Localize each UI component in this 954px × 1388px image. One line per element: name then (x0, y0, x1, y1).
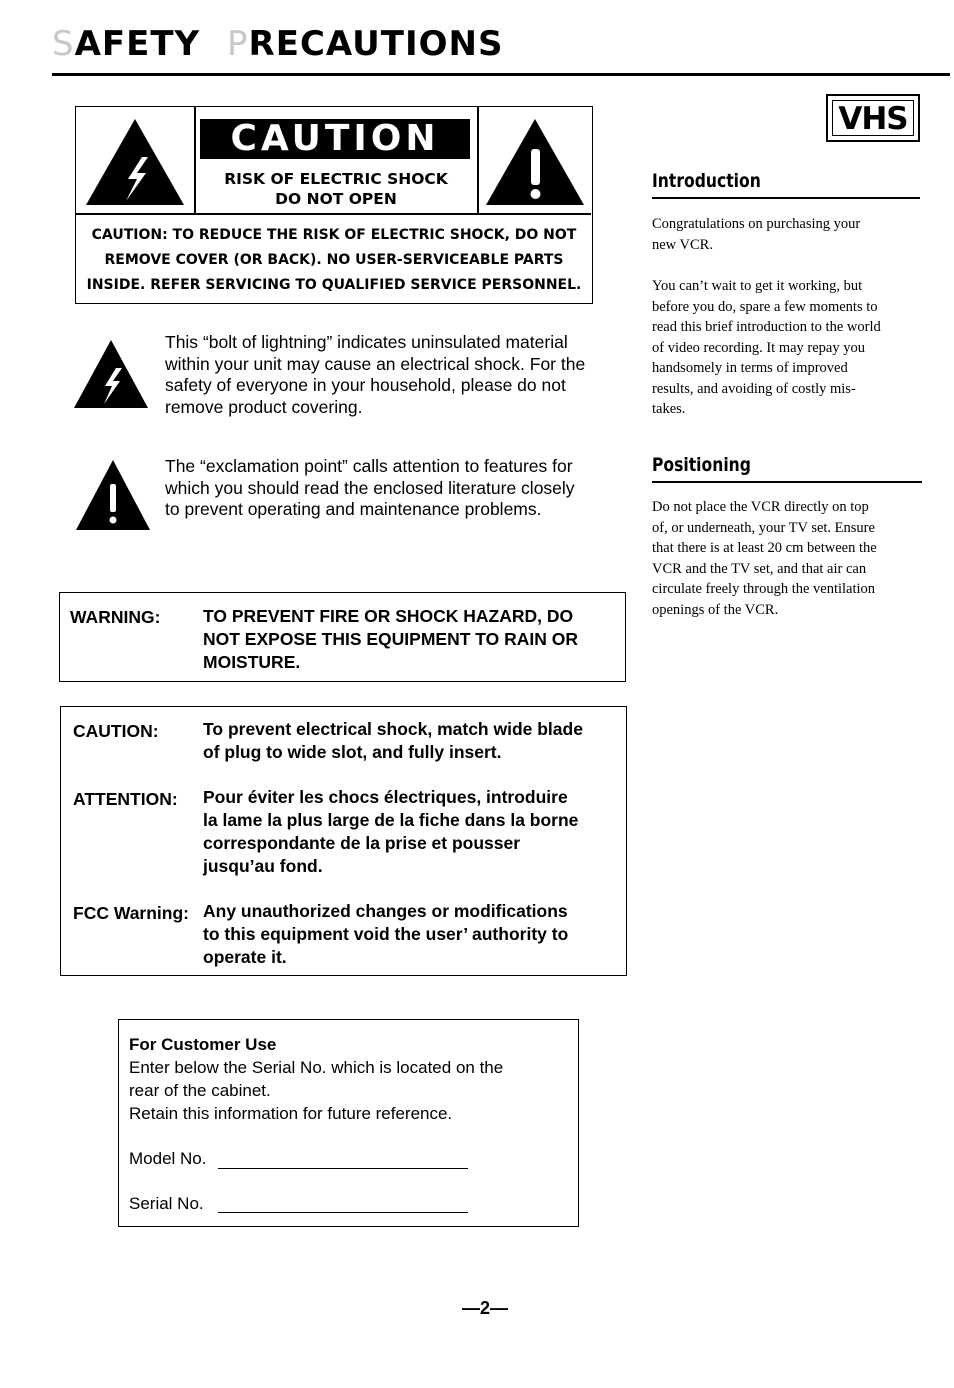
lightning-symbol-icon (72, 338, 150, 410)
introduction-paragraph-1: Congratulations on purchasing your new VCR. (652, 216, 861, 253)
vhs-logo: VHS (826, 94, 920, 142)
exclamation-warning-icon (482, 115, 588, 209)
model-no-label: Model No. (129, 1149, 207, 1168)
caution-notice-text: To prevent electrical shock, match wide blade of plug to wide slot, and fully insert. (203, 719, 583, 762)
positioning-heading: Positioning (652, 454, 751, 476)
exclamation-symbol-icon (74, 458, 152, 532)
serial-no-line[interactable] (218, 1212, 468, 1213)
lightning-warning-icon (82, 115, 188, 209)
caution-banner: CAUTION (200, 119, 470, 159)
exclamation-symbol-description: The “exclamation point” calls attention to features for which you should read the enclosed literature closely to prevent operating and maintenance problems. (165, 456, 575, 519)
lightning-symbol-description: This “bolt of lightning” indicates uninsulated material within your unit may cause an electrical shock. For the safety of everyone in your household, please do not remove product covering. (165, 332, 586, 417)
notices-box (60, 706, 627, 976)
caution-divider-horizontal (76, 213, 591, 215)
customer-use-heading: For Customer Use (129, 1035, 277, 1054)
caution-box (75, 106, 593, 304)
positioning-rule (652, 481, 922, 483)
serial-no-label: Serial No. (129, 1194, 204, 1213)
attention-label: ATTENTION: (73, 789, 178, 809)
page-title: SAFETY PRECAUTIONS (52, 24, 504, 64)
fcc-warning-text: Any unauthorized changes or modifications to this equipment void the user’ authority to operate it. (203, 901, 569, 967)
positioning-paragraph: Do not place the VCR directly on top of, or underneath, your TV set. Ensure that there is at least 20 cm between the VCR and the TV set, and that air can circulate freely through the ventilation openings of the VCR. (652, 499, 877, 618)
introduction-paragraph-2: You can’t wait to get it working, but before you do, spare a few moments to read this brief introduction to the world of video recording. It may repay you handsomely in terms of improved results, and avoiding of costly mis- takes. (652, 278, 881, 417)
fcc-warning-label: FCC Warning: (73, 903, 189, 923)
title-rule (52, 73, 950, 76)
caution-divider-right (477, 107, 479, 213)
warning-text: TO PREVENT FIRE OR SHOCK HAZARD, DO NOT EXPOSE THIS EQUIPMENT TO RAIN OR MOISTURE. (203, 606, 578, 672)
introduction-rule (652, 197, 920, 199)
caution-label: CAUTION: (73, 721, 159, 741)
customer-use-text: For Customer Use Enter below the Serial No. which is located on the rear of the cabinet. Retain this information for future reference. (129, 1033, 569, 1125)
page-number: —2— (462, 1298, 509, 1318)
model-no-line[interactable] (218, 1168, 468, 1169)
caution-instructions: CAUTION: TO REDUCE THE RISK OF ELECTRIC SHOCK, DO NOT REMOVE COVER (OR BACK). NO USER-SERVICEABLE PARTS INSIDE. REFER SERVICING TO QUALIFIED SERVICE PERSONNEL. (86, 227, 582, 293)
warning-box (59, 592, 626, 682)
attention-notice-text: Pour éviter les chocs électriques, introduire la lame la plus large de la fiche dans la borne correspondante de la prise et pousser jusqu’au fond. (203, 787, 579, 876)
risk-of-shock-text: RISK OF ELECTRIC SHOCK DO NOT OPEN (224, 170, 448, 208)
customer-use-box (118, 1019, 579, 1227)
warning-label: WARNING: (70, 607, 161, 627)
introduction-heading: Introduction (652, 170, 761, 192)
